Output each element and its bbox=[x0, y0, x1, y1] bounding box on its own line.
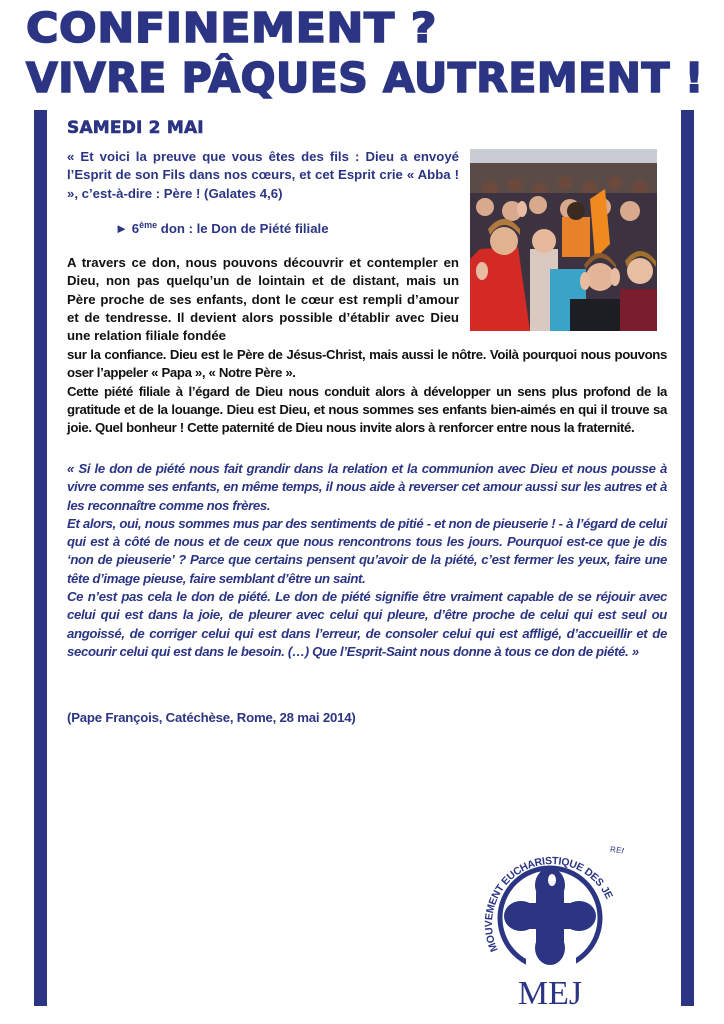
right-border-bar bbox=[681, 110, 694, 1006]
quote-source: (Pape François, Catéchèse, Rome, 28 mai 2014) bbox=[67, 710, 356, 725]
body-paragraph-2 bbox=[67, 346, 667, 437]
crowd-photo bbox=[470, 149, 657, 331]
quote-paragraph: Et alors, oui, nous sommes mus par des sentiments de pitié - et non de pieuserie ! - à l’égard de celui qui est à côté de nous et de ceux que nous rencontrons tous les jours. Pourquoi est-ce que je dis ‘non de pieuserie’ ? Parce que certains pensent qu’avoir de la piété, c’est fermer les yeux, faire une tête d’image pieuse, faire semblant d’être un saint. bbox=[67, 515, 667, 586]
title-line-2: VIVRE PÂQUES AUTREMENT ! bbox=[26, 54, 704, 102]
logo-arc-title: MOUVEMENT EUCHARISTIQUE DES JE bbox=[483, 854, 615, 954]
gift-title: don : le Don de Piété filiale bbox=[157, 221, 329, 236]
quote-paragraph: « Si le don de piété nous fait grandir dans la relation et la communion avec Dieu et nous pousse à vivre comme ses enfants, en même temps, il nous aide à reverser cet amour aussi sur les autres et à les reconnaître comme nos frères. bbox=[67, 461, 667, 513]
quote-paragraph: Ce n’est pas cela le don de piété. Le don de piété signifie être vraiment capable de se réjouir avec celui qui est dans la joie, de pleurer avec celui qui pleure, d’être proche de celui qui est seul ou angoissé, de corriger celui qui est dans l’erreur, de consoler celui qui est affligé, d’accueillir et de secourir celui qui est dans le besoin. (…) Que l’Esprit-Saint nous donne à tous ce don de piété. » bbox=[67, 589, 667, 659]
bible-verse: « Et voici la preuve que vous êtes des fils : Dieu a envoyé l’Esprit de son Fils dans nos cœurs, et cet Esprit crie « Abba ! », c’est-à-dire : Père ! (Galates 4,6) bbox=[67, 149, 459, 201]
day-heading: SAMEDI 2 MAI bbox=[67, 118, 204, 138]
gift-heading bbox=[115, 216, 329, 238]
logo-arc-diocese: RE bbox=[609, 844, 623, 856]
pope-quote bbox=[67, 460, 667, 661]
body-paragraph-1: A travers ce don, nous pouvons découvrir et contempler en Dieu, non pas quelqu’un de lointain et de distant, mais un Père proche de ses enfants, dont le cœur est rempli d’amour et de tendresse. Il devient alors possible d’établir avec Dieu une relation filiale fondée bbox=[67, 255, 459, 344]
body-line: Cette piété filiale à l’égard de Dieu nous conduit alors à développer un sens plus profond de la gratitude et de la louange. Dieu est Dieu, et nous sommes ses enfants bien-aimés en qui il trouve sa joie. Quel bonheur ! Cette paternité de Dieu nous invite alors à renforcer entre nous la fraternité. bbox=[67, 383, 667, 436]
mej-logo-graphic bbox=[478, 830, 624, 1010]
mej-logo bbox=[478, 830, 624, 1010]
arrow-marker-icon: ► bbox=[115, 221, 129, 236]
crowd-photo-illustration bbox=[470, 149, 657, 331]
logo-acronym: MEJ bbox=[517, 975, 583, 1010]
body-line: sur la confiance. Dieu est le Père de Jésus-Christ, mais aussi le nôtre. Voilà pourquoi nous pouvons oser l’appeler « Papa », « Notre Père ». bbox=[67, 347, 667, 381]
gift-ordinal: ème bbox=[139, 220, 158, 230]
left-border-bar bbox=[34, 110, 47, 1006]
gift-number: 6 bbox=[131, 221, 140, 236]
title-line-1: CONFINEMENT ? bbox=[26, 4, 437, 52]
